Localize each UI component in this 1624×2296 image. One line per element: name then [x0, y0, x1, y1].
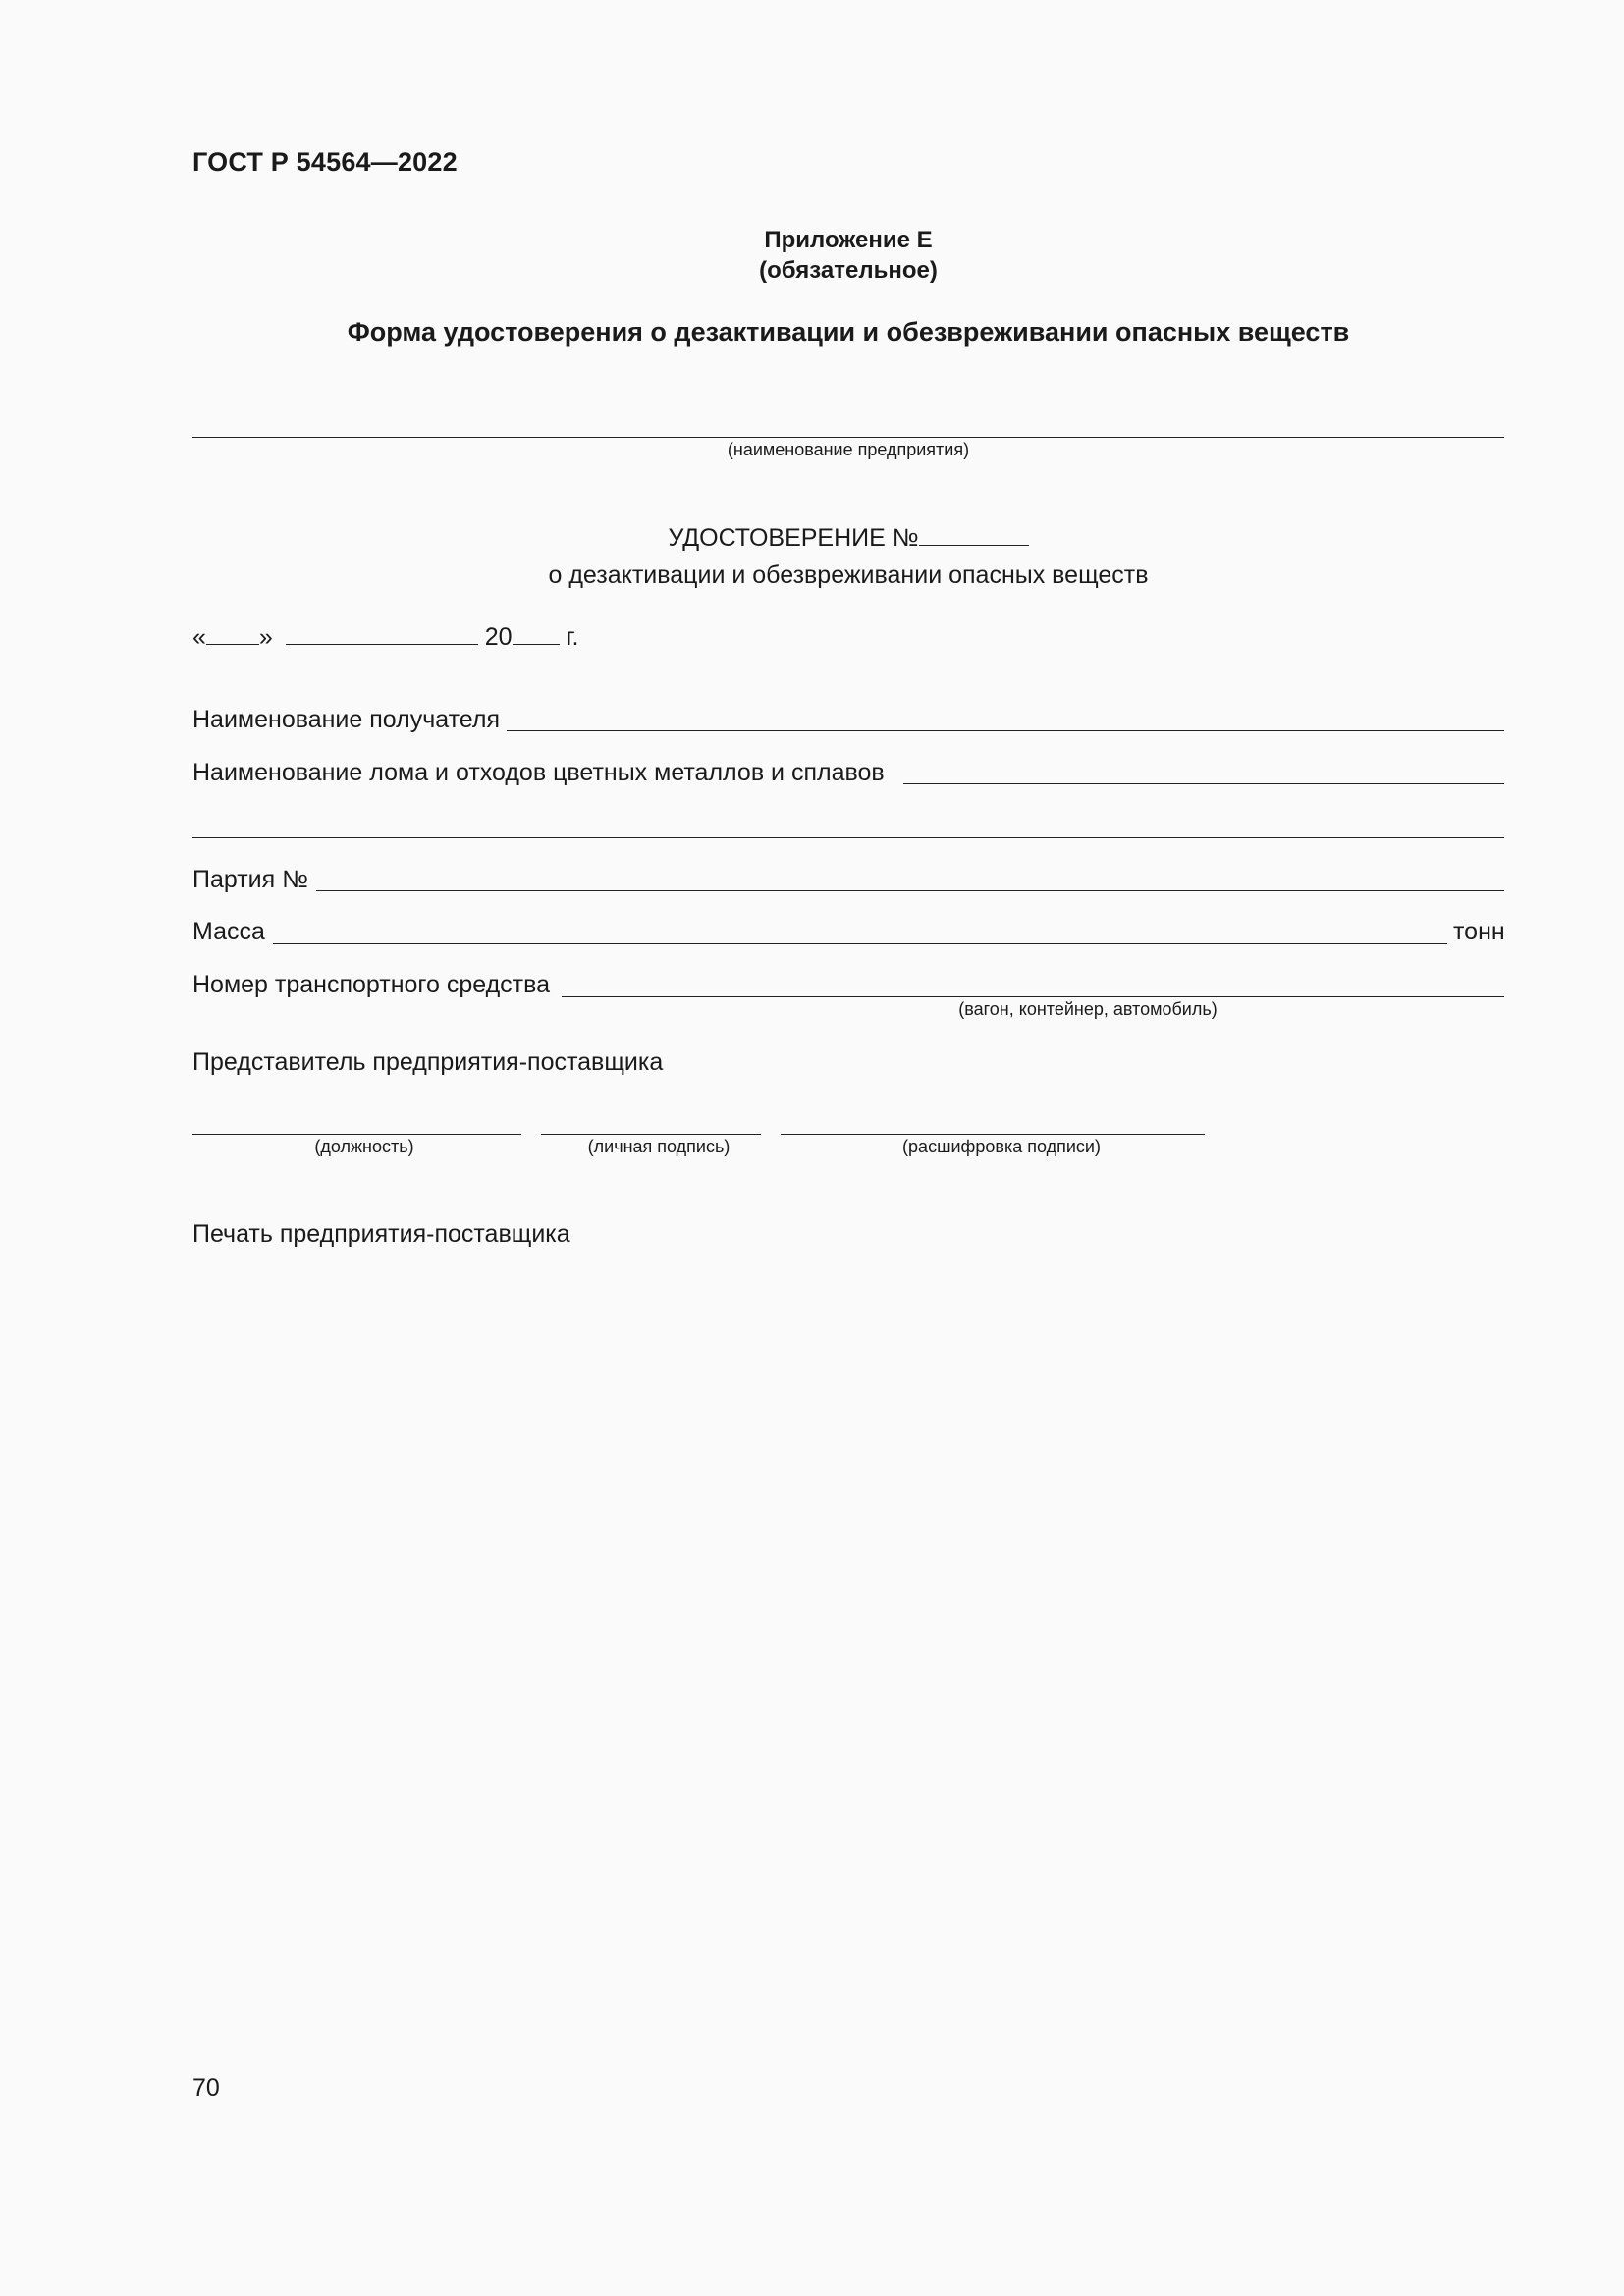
standard-designation: ГОСТ Р 54564—2022	[192, 147, 458, 177]
scrap-label: Наименование лома и отходов цветных металлов и сплавов	[192, 759, 885, 786]
enterprise-caption: (наименование предприятия)	[727, 440, 970, 459]
year-prefix: 20	[484, 623, 513, 651]
date-line	[192, 622, 579, 652]
certificate-subtitle: о дезактивации и обезвреживании опасных веществ	[548, 561, 1149, 589]
appendix-heading	[192, 225, 1504, 286]
stamp-label: Печать предприятия-поставщика	[192, 1220, 570, 1248]
vehicle-line	[562, 996, 1504, 997]
year-suffix: г.	[566, 623, 579, 651]
decoding-caption: (расшифровка подписи)	[902, 1137, 1101, 1156]
mass-unit: тонн	[1453, 918, 1505, 945]
certificate-title-text: УДОСТОВЕРЕНИЕ №	[668, 524, 919, 552]
recipient-line	[507, 730, 1504, 731]
certificate-title	[192, 523, 1504, 553]
vehicle-caption: (вагон, контейнер, автомобиль)	[958, 999, 1218, 1019]
signature-line	[541, 1134, 761, 1135]
batch-label: Партия №	[192, 866, 308, 893]
mass-line	[273, 943, 1447, 944]
form-title: Форма удостоверения о дезактивации и обезвреживании опасных веществ	[347, 317, 1350, 347]
date-open-quote: «	[192, 623, 206, 651]
enterprise-name-line	[192, 437, 1504, 438]
month-blank	[286, 622, 478, 645]
page-number: 70	[192, 2074, 220, 2102]
decoding-line	[781, 1134, 1205, 1135]
scrap-line-continued	[192, 837, 1504, 838]
certificate-number-blank	[919, 523, 1029, 546]
vehicle-label: Номер транспортного средства	[192, 971, 551, 998]
mass-label: Масса	[192, 918, 265, 945]
appendix-status: (обязательное)	[759, 257, 938, 284]
year-blank	[513, 622, 560, 645]
signature-caption: (личная подпись)	[587, 1137, 731, 1156]
position-caption: (должность)	[314, 1137, 414, 1156]
recipient-label: Наименование получателя	[192, 706, 500, 733]
representative-label: Представитель предприятия-поставщика	[192, 1048, 664, 1076]
position-line	[192, 1134, 521, 1135]
date-close-quote: »	[258, 623, 273, 651]
appendix-label: Приложение Е	[764, 227, 933, 253]
scrap-line	[903, 783, 1504, 784]
day-blank	[206, 622, 259, 645]
batch-line	[316, 890, 1504, 891]
